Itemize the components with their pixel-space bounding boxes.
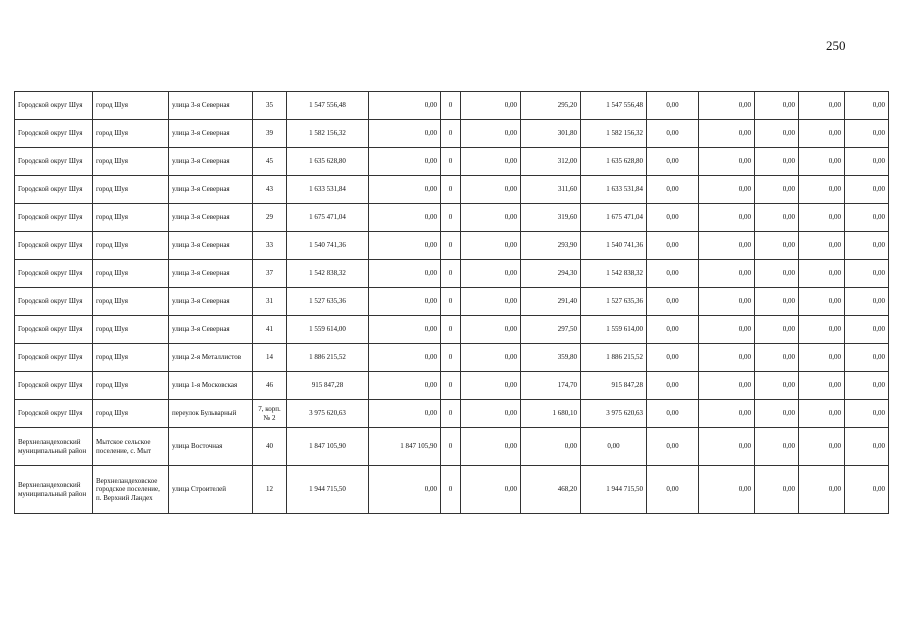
amount-cell: 1 635 628,80 [581,148,647,176]
value-cell: 0,00 [699,344,755,372]
value-cell: 1 847 105,90 [369,428,441,466]
value-cell: 0,00 [799,232,845,260]
area-cell: 359,80 [521,344,581,372]
value-cell: 0,00 [799,372,845,400]
area-cell: 0,00 [521,428,581,466]
value-cell: 0,00 [755,428,799,466]
settlement-cell: город Шуя [93,288,169,316]
area-cell: 301,80 [521,120,581,148]
municipality-cell: Городской округ Шуя [15,372,93,400]
value-cell: 0,00 [755,120,799,148]
value-cell: 0,00 [699,120,755,148]
street-cell: улица Строителей [169,466,253,514]
settlement-cell: город Шуя [93,316,169,344]
table-row [15,120,889,148]
settlement-cell: город Шуя [93,176,169,204]
value-cell: 0,00 [755,400,799,428]
table-row [15,232,889,260]
value-cell: 0,00 [755,148,799,176]
value-cell: 0,00 [799,176,845,204]
value-cell: 0 [441,288,461,316]
total-cost-cell: 1 582 156,32 [287,120,369,148]
table-row [15,316,889,344]
street-cell: улица 3-я Северная [169,148,253,176]
municipality-cell: Городской округ Шуя [15,260,93,288]
municipality-cell: Городской округ Шуя [15,344,93,372]
street-cell: улица 3-я Северная [169,316,253,344]
house-cell: 35 [253,92,287,120]
area-cell: 291,40 [521,288,581,316]
housing-table [14,91,889,514]
value-cell: 0,00 [699,288,755,316]
value-cell: 0,00 [845,428,889,466]
street-cell: улица 3-я Северная [169,120,253,148]
amount-cell: 915 847,28 [581,372,647,400]
value-cell: 0,00 [799,260,845,288]
value-cell: 0,00 [755,176,799,204]
value-cell: 0,00 [845,344,889,372]
street-cell: улица 1-я Московская [169,372,253,400]
settlement-cell: город Шуя [93,232,169,260]
street-cell: улица 3-я Северная [169,260,253,288]
value-cell: 0,00 [647,232,699,260]
value-cell: 0,00 [845,316,889,344]
table-row [15,400,889,428]
total-cost-cell: 1 886 215,52 [287,344,369,372]
value-cell: 0 [441,316,461,344]
value-cell: 0,00 [799,344,845,372]
house-cell: 7, корп. № 2 [253,400,287,428]
value-cell: 0,00 [845,260,889,288]
value-cell: 0,00 [755,316,799,344]
value-cell: 0 [441,176,461,204]
value-cell: 0,00 [755,372,799,400]
amount-cell: 0,00 [581,428,647,466]
value-cell: 0,00 [461,466,521,514]
total-cost-cell: 1 527 635,36 [287,288,369,316]
value-cell: 0,00 [799,120,845,148]
value-cell: 0,00 [461,204,521,232]
value-cell: 0,00 [647,92,699,120]
value-cell: 0,00 [845,288,889,316]
settlement-cell: город Шуя [93,372,169,400]
municipality-cell: Верхнеландеховский муниципальный район [15,428,93,466]
settlement-cell: Верхнеландеховское городское поселение, п. Верхний Ландех [93,466,169,514]
value-cell: 0,00 [755,92,799,120]
value-cell: 0,00 [699,260,755,288]
municipality-cell: Городской округ Шуя [15,232,93,260]
area-cell: 293,90 [521,232,581,260]
amount-cell: 3 975 620,63 [581,400,647,428]
value-cell: 0 [441,428,461,466]
value-cell: 0,00 [647,400,699,428]
value-cell: 0,00 [461,148,521,176]
street-cell: улица 3-я Северная [169,232,253,260]
value-cell: 0,00 [845,176,889,204]
amount-cell: 1 886 215,52 [581,344,647,372]
value-cell: 0,00 [369,288,441,316]
amount-cell: 1 633 531,84 [581,176,647,204]
value-cell: 0,00 [647,204,699,232]
value-cell: 0 [441,466,461,514]
value-cell: 0,00 [699,148,755,176]
settlement-cell: город Шуя [93,148,169,176]
municipality-cell: Городской округ Шуя [15,288,93,316]
value-cell: 0,00 [461,428,521,466]
value-cell: 0,00 [799,288,845,316]
value-cell: 0,00 [755,466,799,514]
area-cell: 468,20 [521,466,581,514]
value-cell: 0,00 [369,148,441,176]
value-cell: 0,00 [799,466,845,514]
settlement-cell: Мытское сельское поселение, с. Мыт [93,428,169,466]
settlement-cell: город Шуя [93,204,169,232]
value-cell: 0,00 [799,204,845,232]
municipality-cell: Верхнеландеховский муниципальный район [15,466,93,514]
value-cell: 0,00 [647,428,699,466]
table-row [15,466,889,514]
value-cell: 0,00 [845,372,889,400]
value-cell: 0,00 [845,204,889,232]
value-cell: 0,00 [845,148,889,176]
house-cell: 40 [253,428,287,466]
value-cell: 0,00 [369,344,441,372]
amount-cell: 1 527 635,36 [581,288,647,316]
area-cell: 295,20 [521,92,581,120]
value-cell: 0 [441,204,461,232]
value-cell: 0,00 [461,400,521,428]
value-cell: 0,00 [461,232,521,260]
area-cell: 319,60 [521,204,581,232]
settlement-cell: город Шуя [93,344,169,372]
total-cost-cell: 1 559 614,00 [287,316,369,344]
municipality-cell: Городской округ Шуя [15,316,93,344]
area-cell: 294,30 [521,260,581,288]
value-cell: 0,00 [647,288,699,316]
value-cell: 0,00 [647,148,699,176]
value-cell: 0,00 [369,204,441,232]
house-cell: 46 [253,372,287,400]
value-cell: 0,00 [647,372,699,400]
amount-cell: 1 559 614,00 [581,316,647,344]
value-cell: 0,00 [647,260,699,288]
value-cell: 0 [441,372,461,400]
street-cell: улица 3-я Северная [169,204,253,232]
house-cell: 37 [253,260,287,288]
value-cell: 0 [441,344,461,372]
value-cell: 0 [441,92,461,120]
house-cell: 39 [253,120,287,148]
value-cell: 0,00 [755,232,799,260]
table-row [15,176,889,204]
value-cell: 0,00 [845,92,889,120]
house-cell: 41 [253,316,287,344]
value-cell: 0,00 [699,92,755,120]
value-cell: 0,00 [647,344,699,372]
amount-cell: 1 944 715,50 [581,466,647,514]
value-cell: 0,00 [647,176,699,204]
value-cell: 0,00 [461,316,521,344]
value-cell: 0,00 [699,428,755,466]
value-cell: 0 [441,148,461,176]
table-row [15,204,889,232]
value-cell: 0,00 [799,148,845,176]
value-cell: 0,00 [755,344,799,372]
total-cost-cell: 1 542 838,32 [287,260,369,288]
value-cell: 0,00 [369,400,441,428]
value-cell: 0,00 [699,466,755,514]
municipality-cell: Городской округ Шуя [15,176,93,204]
total-cost-cell: 3 975 620,63 [287,400,369,428]
area-cell: 312,00 [521,148,581,176]
street-cell: улица 3-я Северная [169,92,253,120]
total-cost-cell: 1 547 556,48 [287,92,369,120]
amount-cell: 1 675 471,04 [581,204,647,232]
value-cell: 0,00 [369,232,441,260]
total-cost-cell: 1 847 105,90 [287,428,369,466]
value-cell: 0,00 [369,120,441,148]
street-cell: улица 3-я Северная [169,176,253,204]
table-row [15,372,889,400]
table-row [15,260,889,288]
value-cell: 0,00 [699,176,755,204]
value-cell: 0,00 [699,372,755,400]
street-cell: улица Восточная [169,428,253,466]
house-cell: 45 [253,148,287,176]
total-cost-cell: 1 633 531,84 [287,176,369,204]
value-cell: 0,00 [369,92,441,120]
municipality-cell: Городской округ Шуя [15,204,93,232]
settlement-cell: город Шуя [93,260,169,288]
value-cell: 0,00 [755,204,799,232]
municipality-cell: Городской округ Шуя [15,148,93,176]
table-row [15,288,889,316]
total-cost-cell: 1 635 628,80 [287,148,369,176]
value-cell: 0,00 [461,288,521,316]
value-cell: 0,00 [845,400,889,428]
total-cost-cell: 1 540 741,36 [287,232,369,260]
street-cell: переулок Бульварный [169,400,253,428]
table-row [15,344,889,372]
value-cell: 0,00 [461,176,521,204]
value-cell: 0,00 [755,288,799,316]
table-row [15,428,889,466]
value-cell: 0,00 [647,120,699,148]
value-cell: 0,00 [799,92,845,120]
value-cell: 0,00 [461,344,521,372]
value-cell: 0,00 [647,466,699,514]
value-cell: 0,00 [369,176,441,204]
municipality-cell: Городской округ Шуя [15,400,93,428]
value-cell: 0,00 [845,120,889,148]
area-cell: 311,60 [521,176,581,204]
area-cell: 1 680,10 [521,400,581,428]
value-cell: 0,00 [699,204,755,232]
area-cell: 297,50 [521,316,581,344]
house-cell: 12 [253,466,287,514]
total-cost-cell: 1 675 471,04 [287,204,369,232]
page-number: 250 [826,38,846,53]
table-row [15,92,889,120]
amount-cell: 1 582 156,32 [581,120,647,148]
settlement-cell: город Шуя [93,92,169,120]
street-cell: улица 3-я Северная [169,288,253,316]
settlement-cell: город Шуя [93,120,169,148]
house-cell: 14 [253,344,287,372]
value-cell: 0,00 [461,260,521,288]
value-cell: 0,00 [845,466,889,514]
value-cell: 0,00 [845,232,889,260]
total-cost-cell: 1 944 715,50 [287,466,369,514]
value-cell: 0,00 [461,92,521,120]
house-cell: 43 [253,176,287,204]
value-cell: 0,00 [369,466,441,514]
value-cell: 0,00 [369,372,441,400]
amount-cell: 1 547 556,48 [581,92,647,120]
value-cell: 0,00 [699,400,755,428]
value-cell: 0 [441,260,461,288]
value-cell: 0 [441,120,461,148]
total-cost-cell: 915 847,28 [287,372,369,400]
street-cell: улица 2-я Металлистов [169,344,253,372]
house-cell: 33 [253,232,287,260]
value-cell: 0,00 [647,316,699,344]
value-cell: 0,00 [755,260,799,288]
value-cell: 0,00 [799,428,845,466]
value-cell: 0,00 [461,372,521,400]
value-cell: 0,00 [369,316,441,344]
municipality-cell: Городской округ Шуя [15,92,93,120]
value-cell: 0 [441,400,461,428]
value-cell: 0,00 [699,232,755,260]
value-cell: 0,00 [461,120,521,148]
value-cell: 0,00 [369,260,441,288]
value-cell: 0,00 [799,400,845,428]
table-row [15,148,889,176]
municipality-cell: Городской округ Шуя [15,120,93,148]
value-cell: 0,00 [799,316,845,344]
value-cell: 0 [441,232,461,260]
house-cell: 29 [253,204,287,232]
amount-cell: 1 542 838,32 [581,260,647,288]
settlement-cell: город Шуя [93,400,169,428]
amount-cell: 1 540 741,36 [581,232,647,260]
area-cell: 174,70 [521,372,581,400]
house-cell: 31 [253,288,287,316]
value-cell: 0,00 [699,316,755,344]
